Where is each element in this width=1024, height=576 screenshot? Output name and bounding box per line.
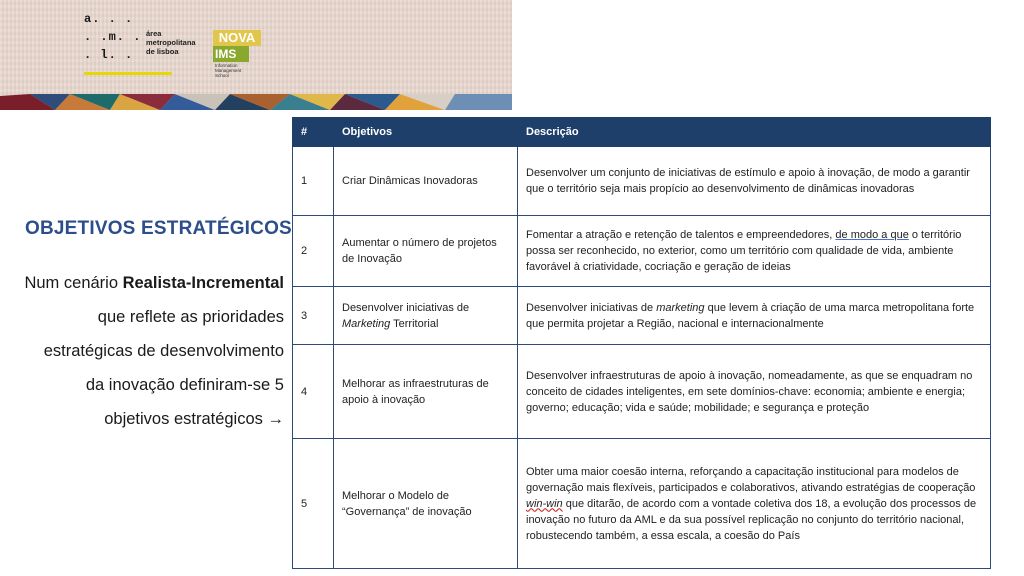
mosaic-decoration	[0, 94, 512, 110]
row-description: Desenvolver um conjunto de iniciativas de estímulo e apoio à inovação, de modo a garantir que o território seja mais propício ao desenvolvimento de dinâmicas inovadoras	[518, 147, 991, 216]
aml-logo-text: área metropolitana de lisboa	[146, 29, 196, 56]
ims-logo: IMS	[213, 46, 249, 62]
row-number: 2	[293, 216, 334, 287]
aml-logo-row: . l. .	[84, 48, 134, 62]
row-description: Desenvolver iniciativas de marketing que levem à criação de uma marca metropolitana forte que permita projetar a Região, nacional e internacionalmente	[518, 287, 991, 345]
aml-logo-row: a. . .	[84, 12, 134, 26]
row-number: 3	[293, 287, 334, 345]
row-objective: Melhorar o Modelo de “Governança” de inovação	[334, 439, 518, 569]
aml-logo-row: . .m. .	[84, 30, 142, 44]
table-row	[293, 439, 991, 569]
row-objective: Melhorar as infraestruturas de apoio à inovação	[334, 345, 518, 439]
row-number: 5	[293, 439, 334, 569]
row-objective: Desenvolver iniciativas de Marketing Territorial	[334, 287, 518, 345]
objectives-table	[292, 117, 991, 569]
aml-logo-underline	[84, 72, 172, 75]
intro-paragraph: Num cenário Realista-Incremental que reflete as prioridades estratégicas de desenvolvimento da inovação definiram-se 5 objetivos estratégicos →	[24, 274, 284, 428]
header-banner	[0, 0, 512, 110]
ims-logo-subtitle: Information Management School	[215, 63, 242, 78]
row-objective: Aumentar o número de projetos de Inovação	[334, 216, 518, 287]
row-description: Fomentar a atração e retenção de talentos e empreendedores, de modo a que o território possa ser reconhecido, no exterior, como um território com qualidade de vida, ambiente favorável à criatividade, cocriação e geração de ideias	[518, 216, 991, 287]
table-row	[293, 216, 991, 287]
row-objective: Criar Dinâmicas Inovadoras	[334, 147, 518, 216]
table-row	[293, 287, 991, 345]
nova-logo: NOVA	[213, 30, 261, 46]
aml-logo	[84, 12, 204, 80]
column-header-number: #	[293, 118, 334, 147]
column-header-objectives: Objetivos	[334, 118, 518, 147]
row-description: Desenvolver infraestruturas de apoio à inovação, nomeadamente, as que se enquadram no conceito de cidades inteligentes, em sete domínios-chave: economia; ambiente e energia; governo; educação; vida e saúde; mobilidade; e segurança e proteção	[518, 345, 991, 439]
table-row	[293, 147, 991, 216]
page-title: OBJETIVOS ESTRATÉGICOS	[25, 218, 292, 239]
row-number: 1	[293, 147, 334, 216]
column-header-description: Descrição	[518, 118, 991, 147]
table-header-row	[293, 118, 991, 147]
intro-emphasis: Realista-Incremental	[122, 274, 284, 292]
row-description: Obter uma maior coesão interna, reforçando a capacitação institucional para modelos de governação mais flexíveis, participados e colaborativos, ativando estratégias de cooperação win-win que ditarão, de acordo com a vontade coletiva dos 18, a evolução dos processos de inovação no futuro da AML e da sua possível replicação no conjunto do território nacional, robustecendo também, a essa escala, a coesão do País	[518, 439, 991, 569]
table-row	[293, 345, 991, 439]
row-number: 4	[293, 345, 334, 439]
